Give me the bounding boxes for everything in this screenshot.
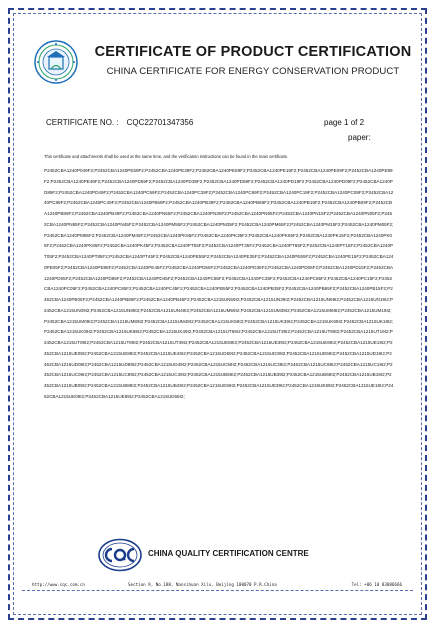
- certificate-number-label: CERTIFICATE NO. :: [46, 118, 119, 127]
- page-indicator: page 1 of 2: [324, 118, 365, 127]
- certificate-title: CERTIFICATE OF PRODUCT CERTIFICATION: [94, 44, 412, 60]
- attachment-notice: This certificate and attachments shall be used at the same time, and the verification instructions can be found in the main certificate.: [44, 154, 289, 159]
- model-list: P2452CBA1240P049F2;P2452CBA1240PE59F2;P2452CBA1240PE39F2;P2452CBA1240PE69F2;P2452CBA1240PE19F2;P2452CBA1240PE09F2;P2452CBA1240PE89F2;P2452CBA1240PE49F2;P2452CBA1240PD59F2;P2452CBA1240PD39F2;P2452CBA1240PD69F2;P2452CBA1240PD19F2;P2452CBA1240PD09F2;P2452CBA1240PD89F2;P2452CBA1240PD49F2;P2452CBA1240PC59F2;P2452CBA1240PC39F2;P2452CBA1240PC69F2;P2452CBA1240PC19F2;P2452CBA1240PC09F2;P2452CBA1240PC89F2;P2452CBA1240PC49F2;P2452CBA1240PB59F2;P2452CBA1240PB39F2;P2452CBA1240PB69F2;P2452CBA1240PB19F2;P2452CBA1240PB09F2;P2452CBA1240PB89F2;P2452CBA1240PB49F2;P2452CBA1240PN55F2;P2452CBA1240PN35F2;P2452CBA1240PN65F2;P2452CBA1240PN15F2;P2452CBA1240PN05F2;P2452CBA1240PN85F2;P2452CBA1240PN45F2;P2452CBA1240PM55F2;P2452CBA1240PM35F2;P2452CBA1240PM65F2;P2452CBA1240PM15F2;P2452CBA1240PM05F2;P2452CBA1240PM85F2;P2452CBA1240PM45F2;P2452CBA1240PK55F2;P2452CBA1240PK35F2;P2452CBA1240PK65F2;P2452CBA1240PK15F2;P2452CBA1240PK05F2;P2452CBA1240PK85F2;P2452CBA1240PK45F2;P2452CBA1240PT55F2;P2452CBA1240PT35F2;P2452CBA1240PT65F2;P2452CBA1240PT15F2;P2452CBA1240PT05F2;P2452CBA1240PT85F2;P2452CBA1240PT45F2;P2452CBA1240PE55F2;P2452CBA1240PE35F2;P2452CBA1240PE65F2;P2452CBA1240PE15F2;P2452CBA1240PE05F2;P2452CBA1240PE85F2;P2452CBA1240PE45F2;P2452CBA1240PD55F2;P2452CBA1240PD35F2;P2452CBA1240PD65F2;P2452CBA1240PD15F2;P2452CBA1240PD05F2;P2452CBA1240PD85F2;P2452CBA1240PD45F2;P2452CBA1240PC55F2;P2452CBA1240PC35F2;P2452CBA1240PC65F2;P2452CBA1240PC15F2;P2452CBA1240PC05F2;P2452CBA1240PC85F2;P2452CBA1240PC45F2;P2452CBA1240PB55F2;P2452CBA1240PB35F2;P2452CBA1240PB65F2;P2452CBA1240PB15F2;P2452CBA1240PB05F2;P2452CBA1240PB85F2;P2452CBA1240PB45F2;P2452CBA1215UN59I2;P2452CBA1215UN39I2;P2452CBA1215UN69I2;P2452CBA1215UN19I2;P2452CBA1215UN09I2;P2452CBA1215UN89I2;P2452CBA1215UN49I2;P2452CBA1215UM59I2;P2452CBA1215UM39I2;P2452CBA1215UM69I2;P2452CBA1215UM19I2;P2452CBA1215UM09I2;P2452CBA1215UM89I2;P2452CBA1215UM49I2;P2452CBA1215UK59I2;P2452CBA1215UK39I2;P2452CBA1215UK69I2;P2452CBA1215UK19I2;P2452CBA1215UK09I2;P2452CBA1215UK89I2;P2452CBA1215UK49I2;P2452CBA1215UT59I2;P2452CBA1215UT39I2;P2452CBA1215UT69I2;P2452CBA1215UT19I2;P2452CBA1215UT09I2;P2452CBA1215UT89I2;P2452CBA1215UT49I2;P2452CBA1215UE59I2;P2452CBA1215UE39I2;P2452CBA1215UE69I2;P2452CBA1215UE19I2;P2452CBA1215UE09I2;P2452CBA1215UE89I2;P2452CBA1215UE49I2;P2452CBA1215UD59I2;P2452CBA1215UD39I2;P2452CBA1215UD69I2;P2452CBA1215UD19I2;P2452CBA1215UD09I2;P2452CBA1215UD89I2;P2452CBA1215UD49I2;P2452CBA1215UC59I2;P2452CBA1215UC39I2;P2452CBA1215UC69I2;P2452CBA1215UC19I2;P2452CBA1215UC09I2;P2452CBA1215UC89I2;P2452CBA1215UC49I2;P2452CBA1215UB59I2;P2452CBA1215UB39I2;P2452CBA1215UB69I2;P2452CBA1215UB19I2;P2452CBA1215UB09I2;P2452CBA1215UB89I2;P2452CBA1215UB49I2;P2452CBA1215UE59I2;P2452CBA1215UE39I2;P2452CBA1215UE69I2;P2452CBA1215UE19I2;P2452CBA1215UE09I2;P2452CBA1215UE89I2;P2452CBA1215UD59I2;: [44, 168, 394, 399]
- cqc-emblem-logo: [34, 40, 78, 84]
- issuer-name: CHINA QUALITY CERTIFICATION CENTRE: [148, 549, 309, 558]
- certificate-subtitle: CHINA CERTIFICATE FOR ENERGY CONSERVATION PRODUCT: [106, 66, 400, 77]
- cqc-centre-logo: [98, 538, 142, 572]
- footer-website: http://www.cqc.com.cn: [32, 582, 85, 587]
- footer-divider: [22, 590, 413, 591]
- paper-label: paper:: [348, 133, 371, 142]
- footer-telephone: Tel: +86 10 83886666: [351, 582, 402, 587]
- footer-address: Section 9, No.188, Nansihuan Xilu, Beijing 100070 P.R.China: [128, 582, 277, 587]
- certificate-number-value: CQC22701347356: [126, 118, 194, 127]
- certificate-number-row: [46, 118, 193, 127]
